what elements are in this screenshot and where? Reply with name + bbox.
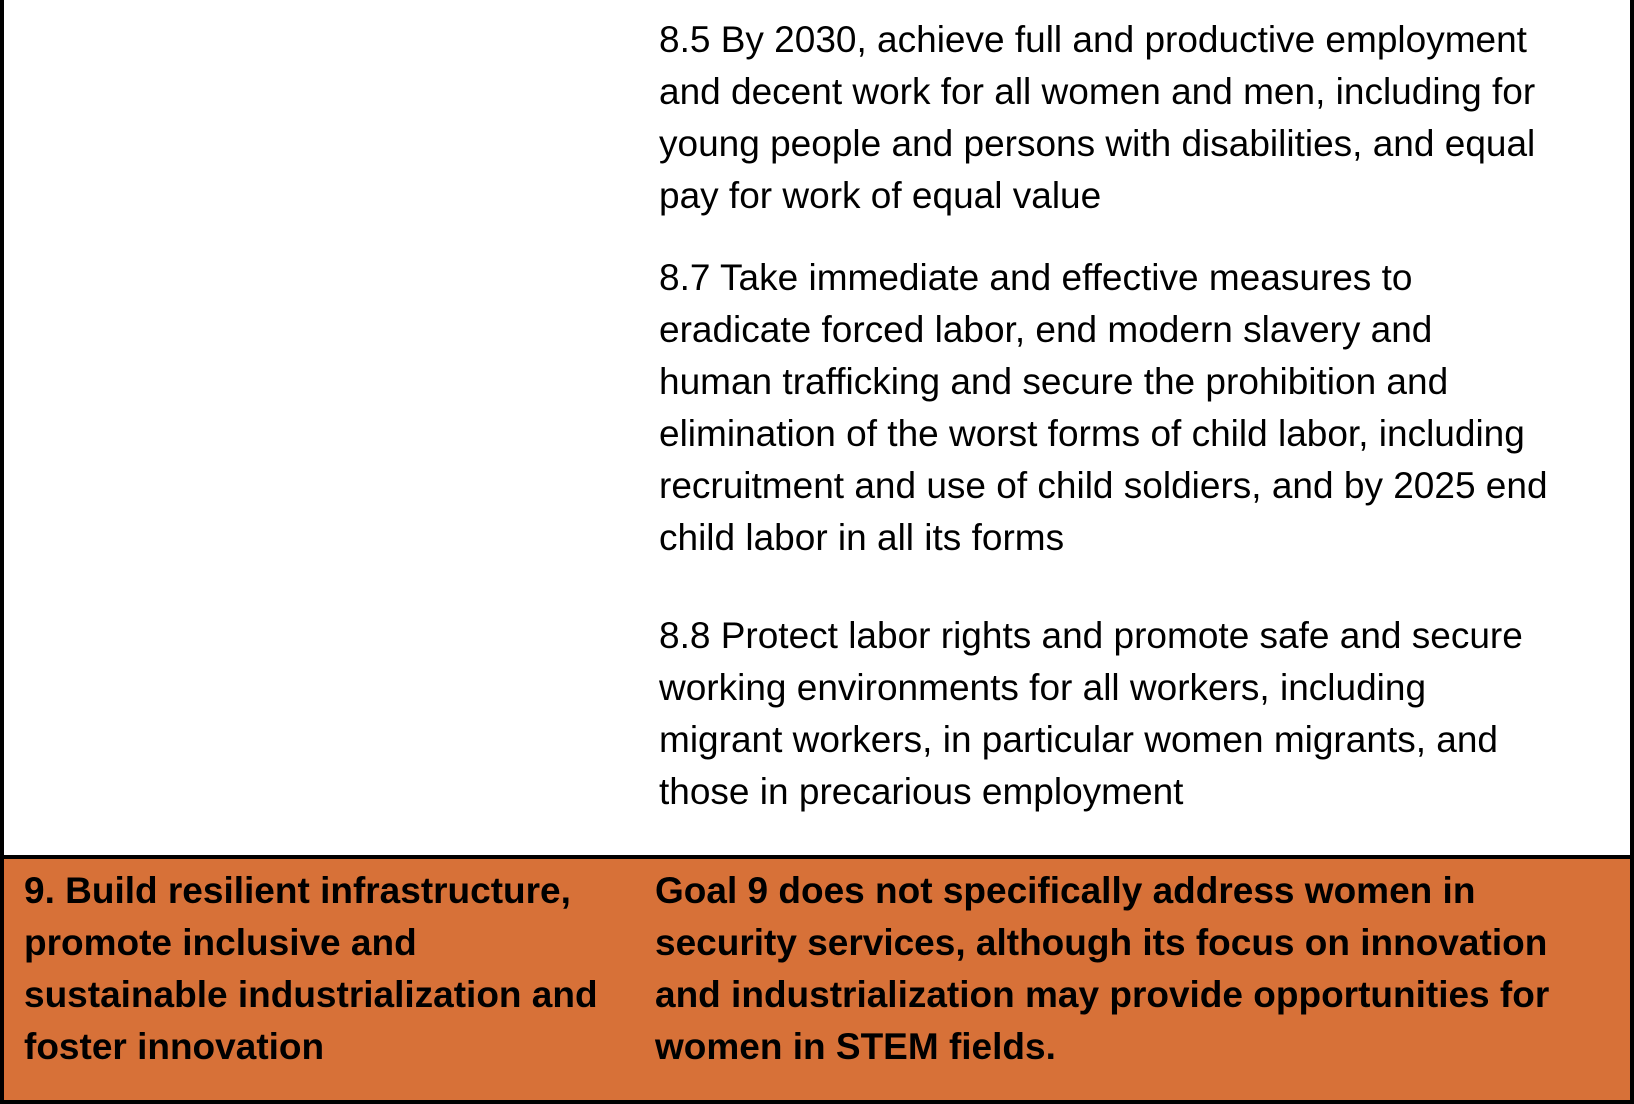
target-8-7: 8.7 Take immediate and effective measures to eradicate forced labor, end modern slavery and human trafficking and secure the prohibition and elimination of the worst forms of child labor, including recruitment and use of child soldiers, and by 2025 end child labor in all its forms — [659, 257, 1548, 558]
targets-cell — [659, 14, 1619, 818]
goal-9-title: 9. Build resilient infrastructure, promote inclusive and sustainable industrialization and foster innovation — [24, 870, 598, 1067]
goal-8-targets-row — [4, 0, 1630, 855]
target-8-8: 8.8 Protect labor rights and promote safe and secure working environments for all workers, including migrant workers, in particular women migrants, and those in precarious employment — [659, 615, 1523, 812]
goal-9-note: Goal 9 does not specifically address women in security services, although its focus on innovation and industrialization may provide opportunities for women in STEM fields. — [655, 870, 1550, 1067]
target-8-5: 8.5 By 2030, achieve full and productive employment and decent work for all women and men, including for young people and persons with disabilities, and equal pay for work of equal value — [659, 19, 1536, 216]
goal-9-border-left — [0, 855, 4, 1104]
goal-9-border-right — [1630, 855, 1634, 1104]
goal-9-row — [0, 855, 1634, 1104]
